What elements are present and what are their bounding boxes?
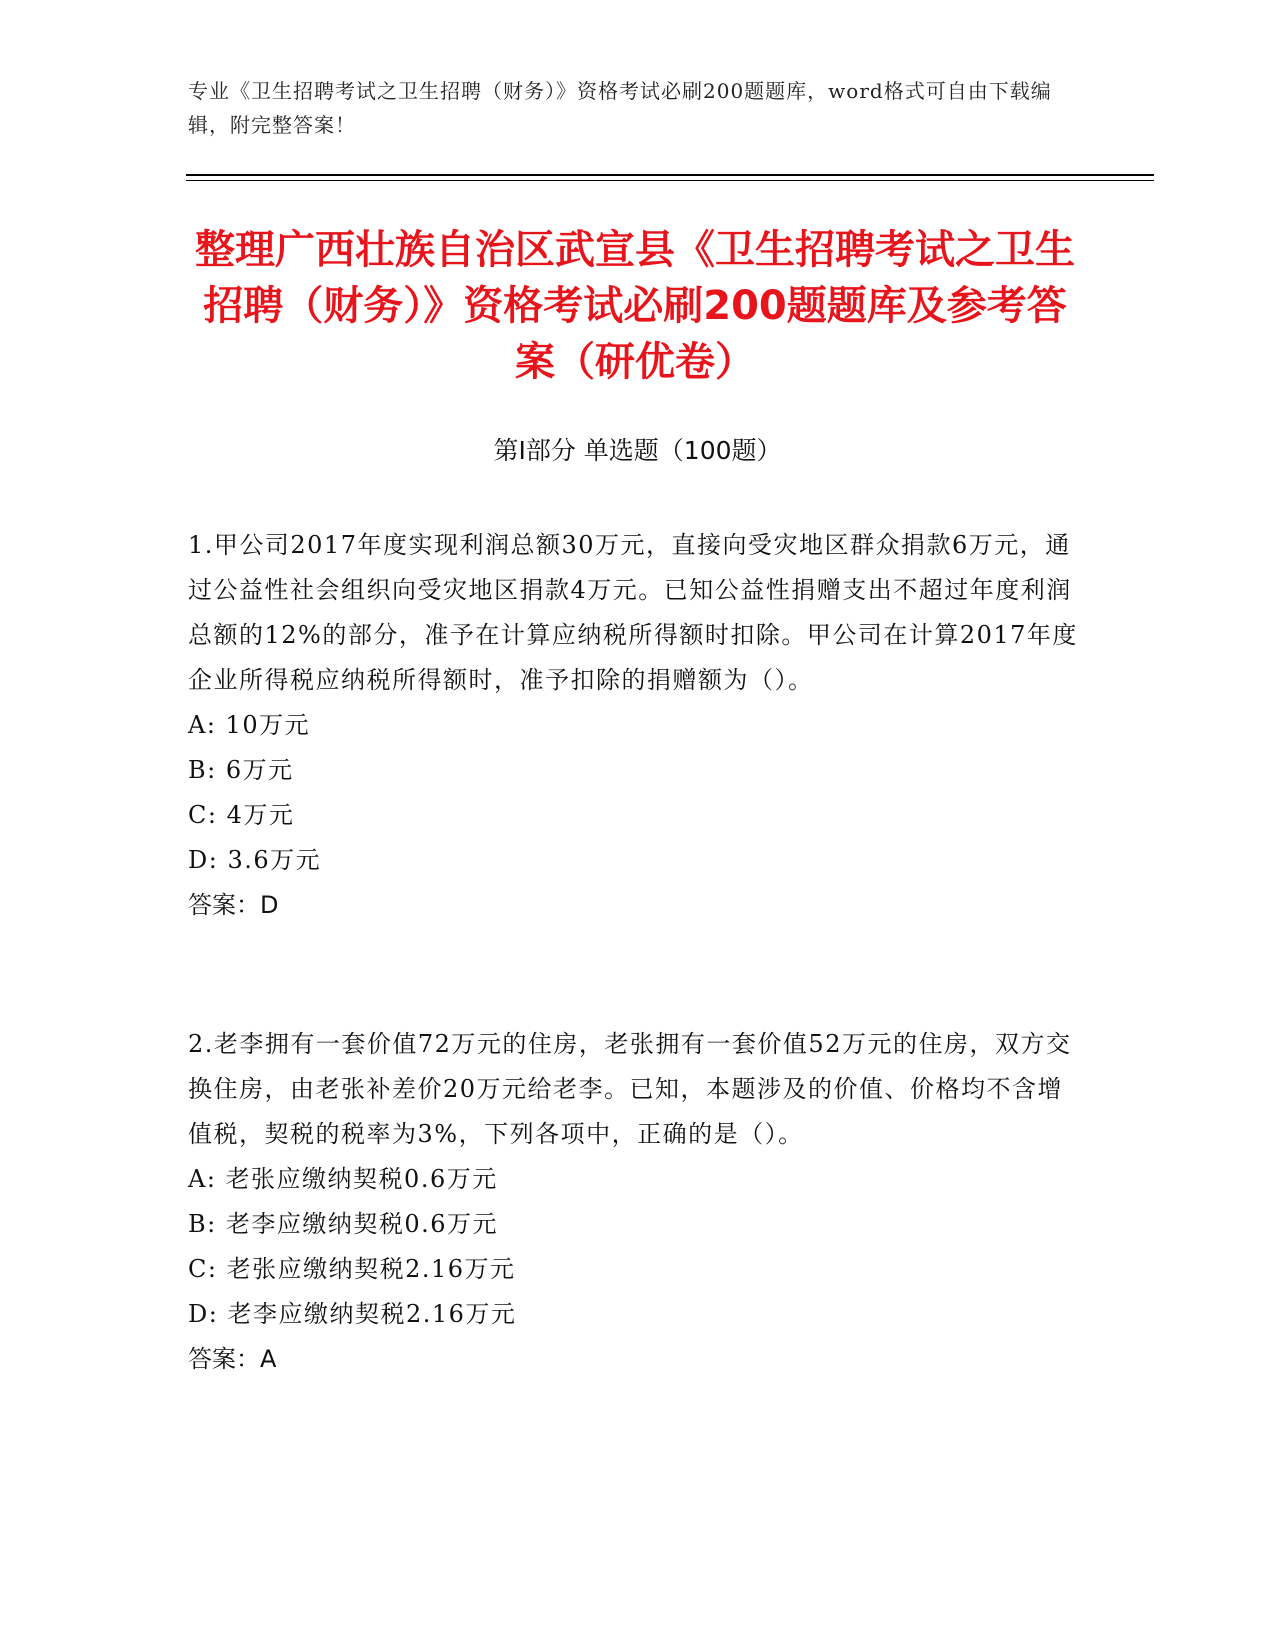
option-c: C: 老张应缴纳契税2.16万元 <box>188 1255 516 1283</box>
answer: 答案：D <box>188 891 279 919</box>
header-rule-thick <box>186 174 1154 176</box>
header-rule-thin <box>186 180 1154 181</box>
answer: 答案：A <box>188 1345 277 1373</box>
question-1 <box>188 523 1088 928</box>
header-note: 专业《卫生招聘考试之卫生招聘（财务）》资格考试必刷200题题库，word格式可自由下载编辑，附完整答案！ <box>188 79 1052 137</box>
option-d: D: 3.6万元 <box>188 846 322 874</box>
option-b: B: 6万元 <box>188 756 294 784</box>
option-a: A: 10万元 <box>188 711 311 739</box>
option-a: A: 老张应缴纳契税0.6万元 <box>188 1165 498 1193</box>
option-d: D: 老李应缴纳契税2.16万元 <box>188 1300 517 1328</box>
option-b: B: 老李应缴纳契税0.6万元 <box>188 1210 499 1238</box>
question-2 <box>188 1022 1088 1382</box>
document-title: 整理广西壮族自治区武宣县《卫生招聘考试之卫生招聘（财务）》资格考试必刷200题题库及参考答案（研优卷） <box>195 227 1075 385</box>
section-heading: 第Ⅰ部分 单选题（100题） <box>493 436 782 465</box>
question-stem: 1.甲公司2017年度实现利润总额30万元，直接向受灾地区群众捐款6万元，通过公益性社会组织向受灾地区捐款4万元。已知公益性捐赠支出不超过年度利润总额的12%的部分，准予在计算应纳税所得额时扣除。甲公司在计算2017年度企业所得税应纳税所得额时，准予扣除的捐赠额为（）。 <box>188 531 1078 694</box>
option-c: C: 4万元 <box>188 801 295 829</box>
question-stem: 2.老李拥有一套价值72万元的住房，老张拥有一套价值52万元的住房，双方交换住房，由老张补差价20万元给老李。已知，本题涉及的价值、价格均不含增值税，契税的税率为3%，下列各项中，正确的是（）。 <box>188 1030 1072 1148</box>
